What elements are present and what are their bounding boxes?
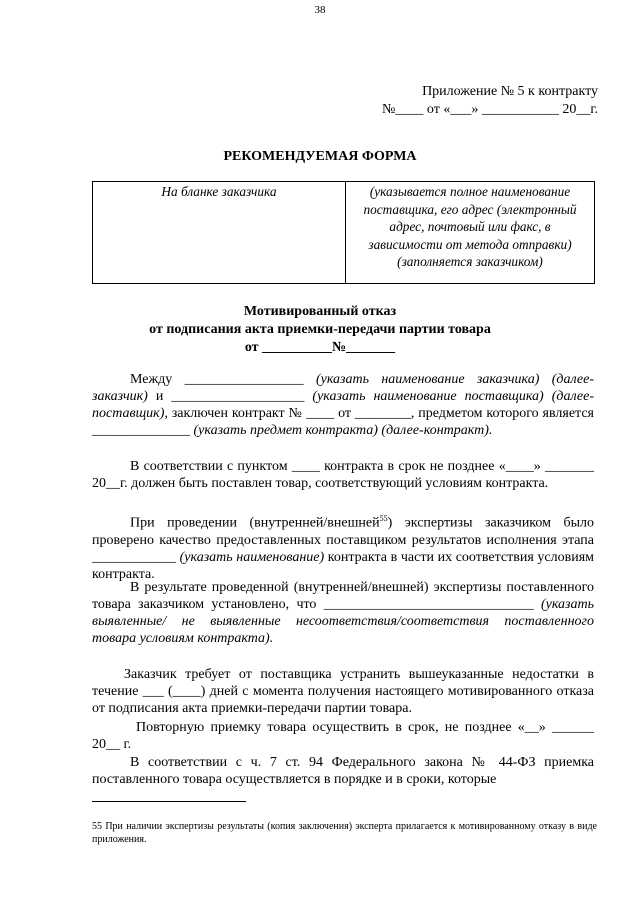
page-number: 38 xyxy=(314,4,326,16)
footnote-ref: 55 xyxy=(379,514,388,523)
paragraph-3: При проведении (внутренней/внешней$^{55}$) экспертизы заказчиком было проверено качество предоставленных поставщиком результатов исполнения этапа ____________ (указать наименование) контракта в части их соответствия условиям контракта. xyxy=(92,514,595,582)
paragraph-5: Заказчик требует от поставщика устранить вышеуказанные недостатки в течение ___ (____) дней с момента получения настоящего мотивированного отказа от подписания акта приемки-передачи партии товара. xyxy=(92,667,594,716)
paragraph-1: Между _________________ (указать наименование заказчика) (далее-заказчик) и ___________________ (указать наименование поставщика) (далее-поставщик), заключен контракт № ____ от ________, предметом которого является ______________ (указать предмет контракта) (далее-контракт). xyxy=(92,372,595,438)
footnote xyxy=(92,820,597,846)
paragraph-7: В соответствии с ч. 7 ст. 94 Федерального закона № 44-ФЗ приемка поставленного товара осуществляется в порядке и в сроки, которые xyxy=(92,755,594,787)
customer-letterhead-cell: На бланке заказчика xyxy=(93,182,346,284)
supplier-details-cell: (указывается полное наименование поставщика, его адрес (электронный адрес, почтовый или факс, в зависимости от метода отправки) (заполняется заказчиком) xyxy=(346,182,595,284)
title-line-1: Мотивированный отказ xyxy=(243,304,397,319)
paragraph-2: В соответствии с пунктом ____ контракта в срок не позднее «____» _______ 20__г. должен быть поставлен товар, соответствующий условиям контракта. xyxy=(92,459,594,491)
footnote-text: При наличии экспертизы результаты (копия заключения) эксперта прилагается к мотивированному отказу в виде приложения. xyxy=(92,821,597,845)
footnote-separator xyxy=(92,801,246,802)
paragraph-6: Повторную приемку товара осуществить в срок, не позднее «__» ______ 20__ г. xyxy=(92,720,594,752)
paragraph-4: В результате проведенной (внутренней/внешней) экспертизы поставленного товара заказчиком установлено, что ______________________________ (указать выявленные/ не выявленные несоответствия/соответствия поставленного товара условиям контракта). xyxy=(92,580,594,646)
footnote-number: 55 xyxy=(92,821,102,832)
title-line-2: от подписания акта приемки-передачи партии товара xyxy=(149,322,491,337)
appendix-line-1: Приложение № 5 к контракту xyxy=(422,84,598,99)
form-heading: РЕКОМЕНДУЕМАЯ ФОРМА xyxy=(223,149,417,164)
document-title xyxy=(0,303,640,357)
title-line-3: от __________№_______ xyxy=(244,340,396,355)
appendix-line-2: №____ от «___» ___________ 20__г. xyxy=(382,102,598,117)
header-table xyxy=(92,181,595,284)
